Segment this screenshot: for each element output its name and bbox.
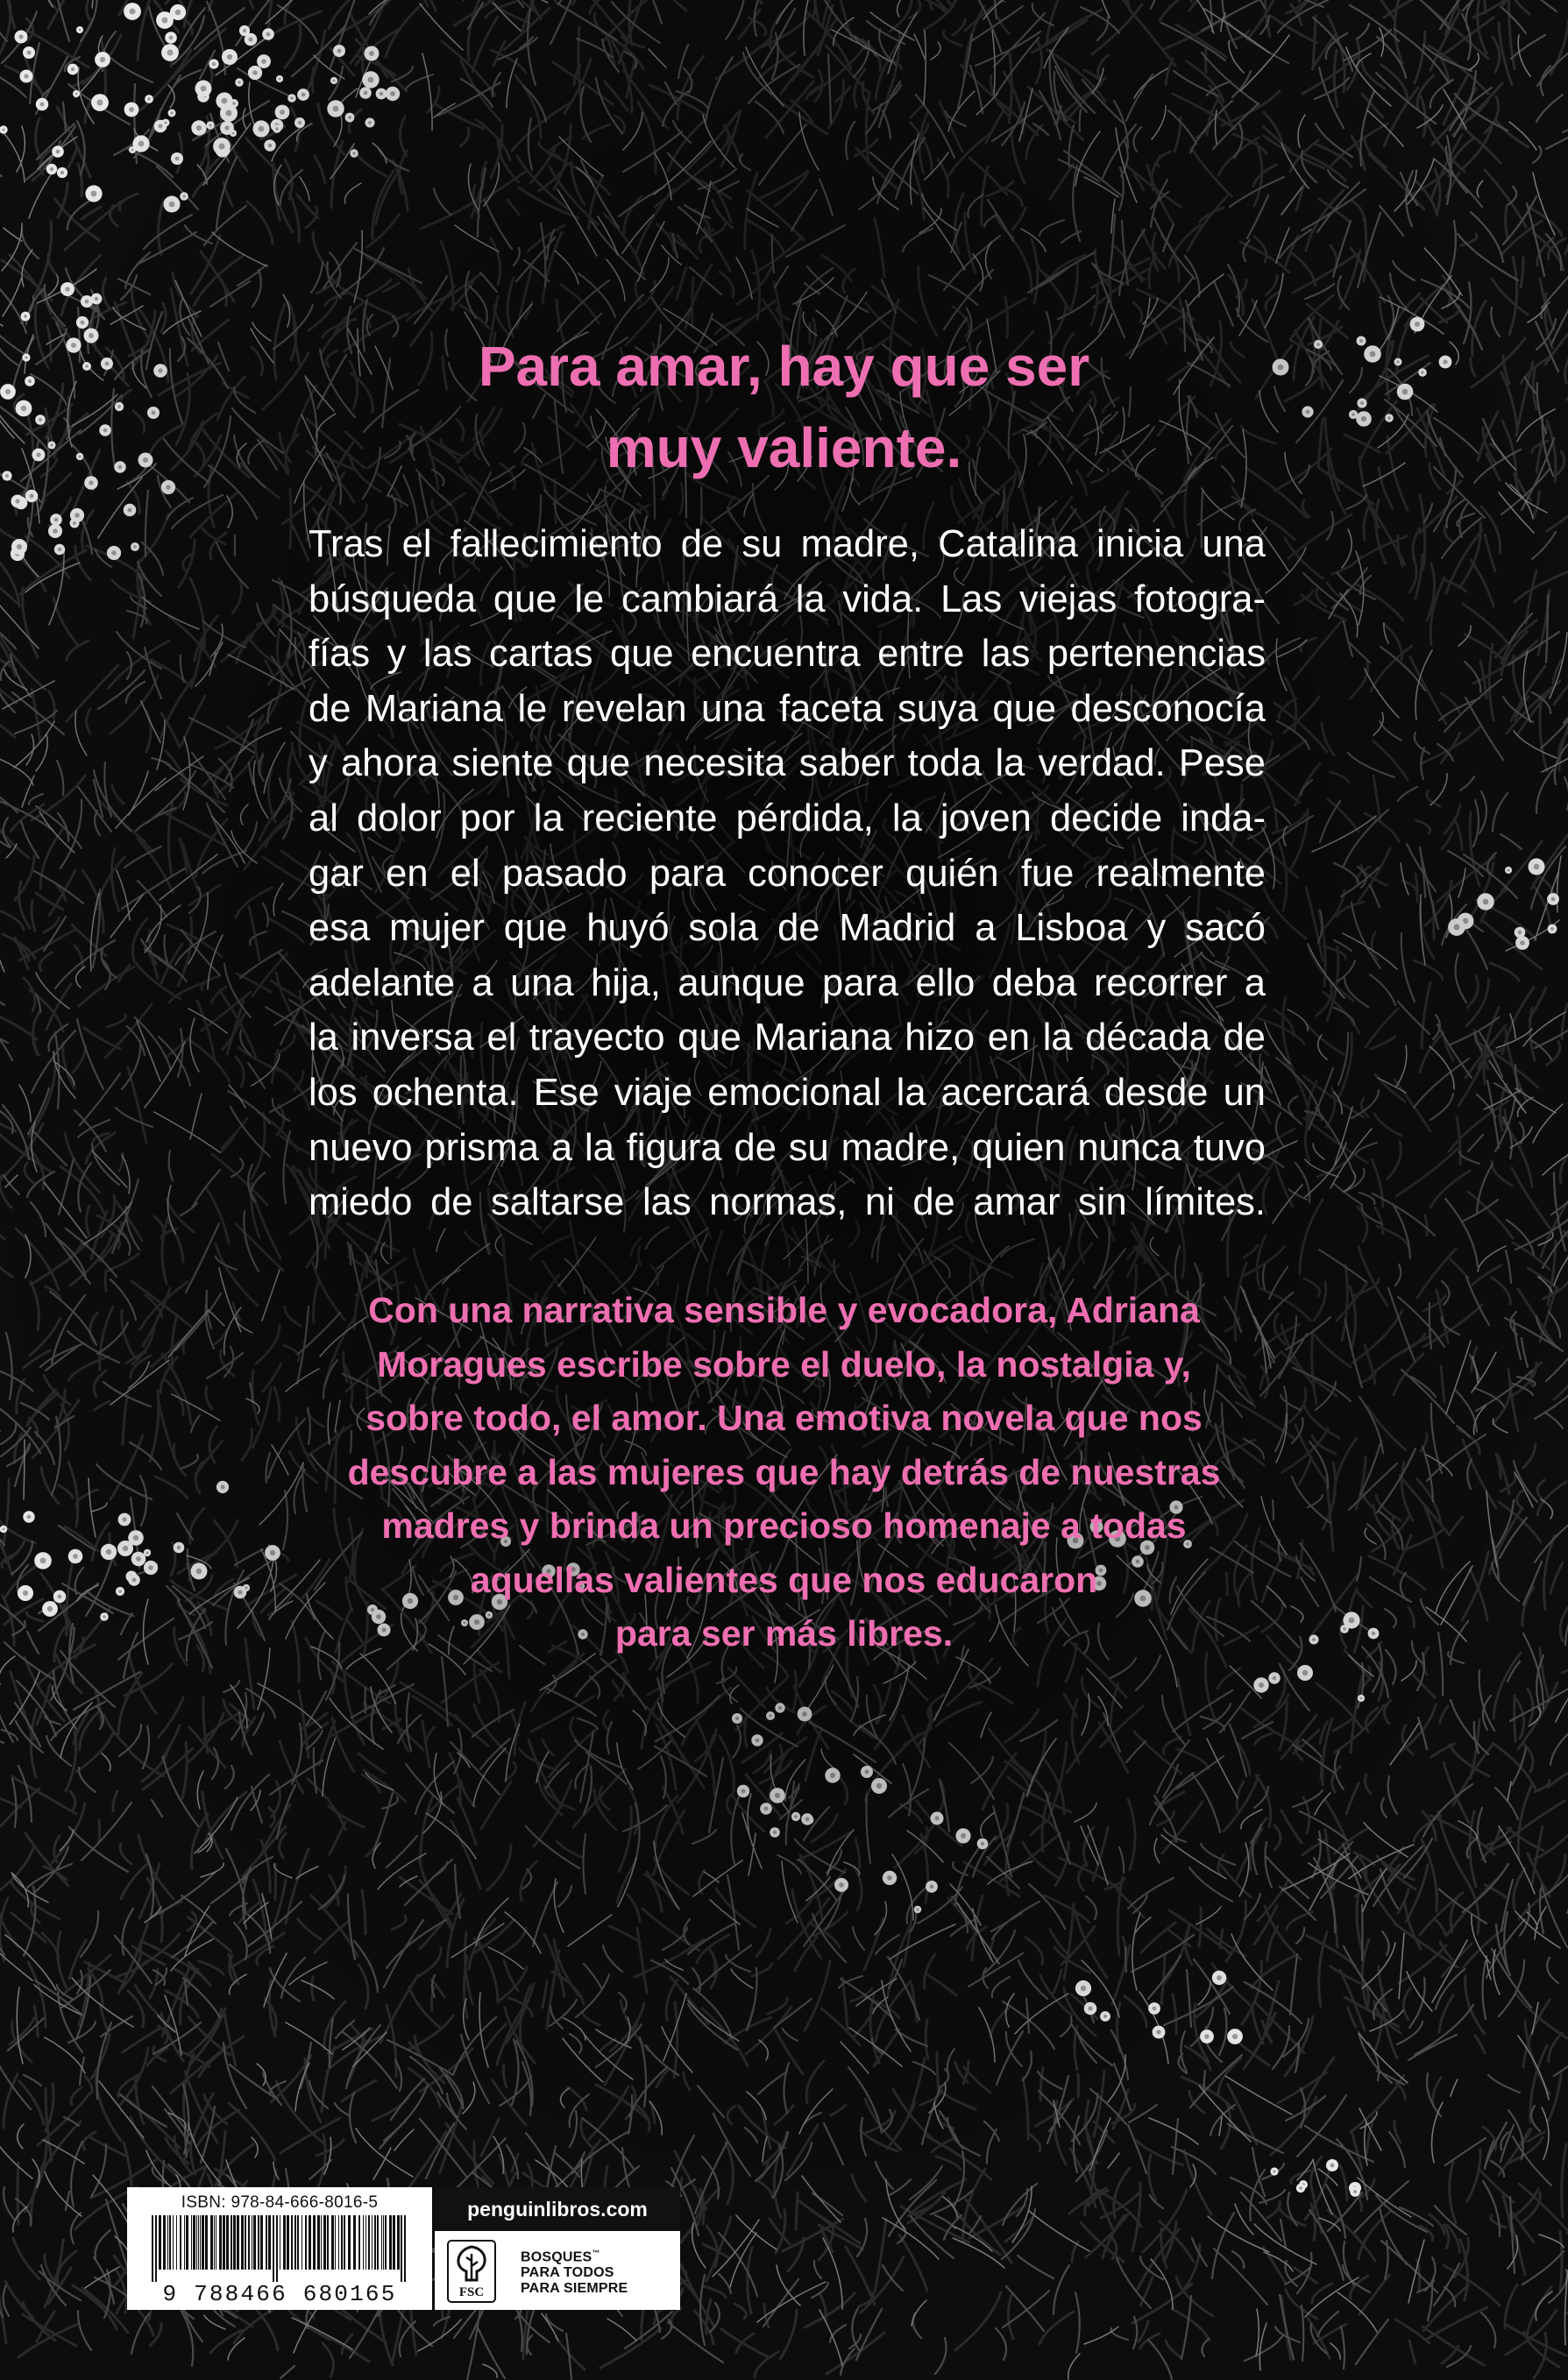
isbn-label: ISBN: 978-84-666-8016-5 (181, 2193, 379, 2212)
synopsis-line: y ahora siente que necesita saber toda la verdad. Pese (309, 742, 1266, 785)
synopsis-line: al dolor por la reciente pérdida, la joven decide inda- (309, 797, 1266, 839)
closing-line: descubre a las mujeres que hay detrás de nuestras (347, 1451, 1221, 1492)
headline-line-1: Para amar, hay que ser (478, 335, 1090, 398)
synopsis-line: de Mariana le revelan una faceta suya que desconocía (309, 687, 1266, 730)
synopsis (309, 517, 1266, 1230)
fsc-tree-icon (447, 2240, 496, 2303)
fsc-line-2: PARA TODOS (521, 2265, 614, 2281)
fsc-line-1: BOSQUES (521, 2249, 592, 2265)
closing-line: sobre todo, el amor. Una emotiva novela que nos (365, 1398, 1203, 1438)
fsc-trademark: ™ (592, 2249, 600, 2257)
headline (175, 326, 1393, 489)
fsc-logo-text: FSC (458, 2285, 485, 2299)
synopsis-line: Tras el fallecimiento de su madre, Catalina inicia una (309, 523, 1266, 565)
synopsis-line: la inversa el trayecto que Mariana hizo en la década de (309, 1016, 1266, 1059)
closing-line: Con una narrativa sensible y evocadora, Adriana (368, 1290, 1200, 1330)
synopsis-line: miedo de saltarse las normas, ni de amar sin límites. (309, 1181, 1266, 1224)
closing-line: Moragues escribe sobre el duelo, la nostalgia y, (377, 1343, 1191, 1385)
synopsis-line: los ochenta. Ese viaje emocional la acercará desde un (309, 1071, 1266, 1114)
synopsis-line: búsqueda que le cambiará la vida. Las viejas fotogra- (309, 577, 1266, 620)
synopsis-line: esa mujer que huyó sola de Madrid a Lisboa y sacó (309, 907, 1266, 950)
synopsis-line: nuevo prisma a la figura de su madre, quien nunca tuvo (309, 1126, 1266, 1169)
publisher-website[interactable]: penguinlibros.com (435, 2187, 680, 2231)
synopsis-line: adelante a una hija, aunque para ello deba recorrer a (309, 961, 1266, 1004)
closing-line: aquellas valientes que nos educaron (470, 1559, 1098, 1600)
barcode-box (127, 2187, 432, 2310)
publisher-box (435, 2187, 680, 2310)
closing-line: madres y brinda un precioso homenaje a todas (381, 1505, 1187, 1546)
closing-blurb (280, 1284, 1288, 1661)
fsc-slogan (521, 2245, 628, 2297)
closing-line: para ser más libres. (614, 1613, 954, 1654)
synopsis-line: fías y las cartas que encuentra entre las pertenencias (309, 633, 1266, 676)
synopsis-line: gar en el pasado para conocer quién fue realmente (309, 852, 1266, 895)
headline-line-2: muy valiente. (606, 416, 962, 479)
fsc-panel (435, 2231, 680, 2310)
barcode-digits: 9 788466 680165 (136, 2282, 423, 2306)
barcode-icon (136, 2215, 423, 2284)
fsc-line-3: PARA SIEMPRE (521, 2281, 628, 2297)
barcode-bars (152, 2215, 406, 2284)
